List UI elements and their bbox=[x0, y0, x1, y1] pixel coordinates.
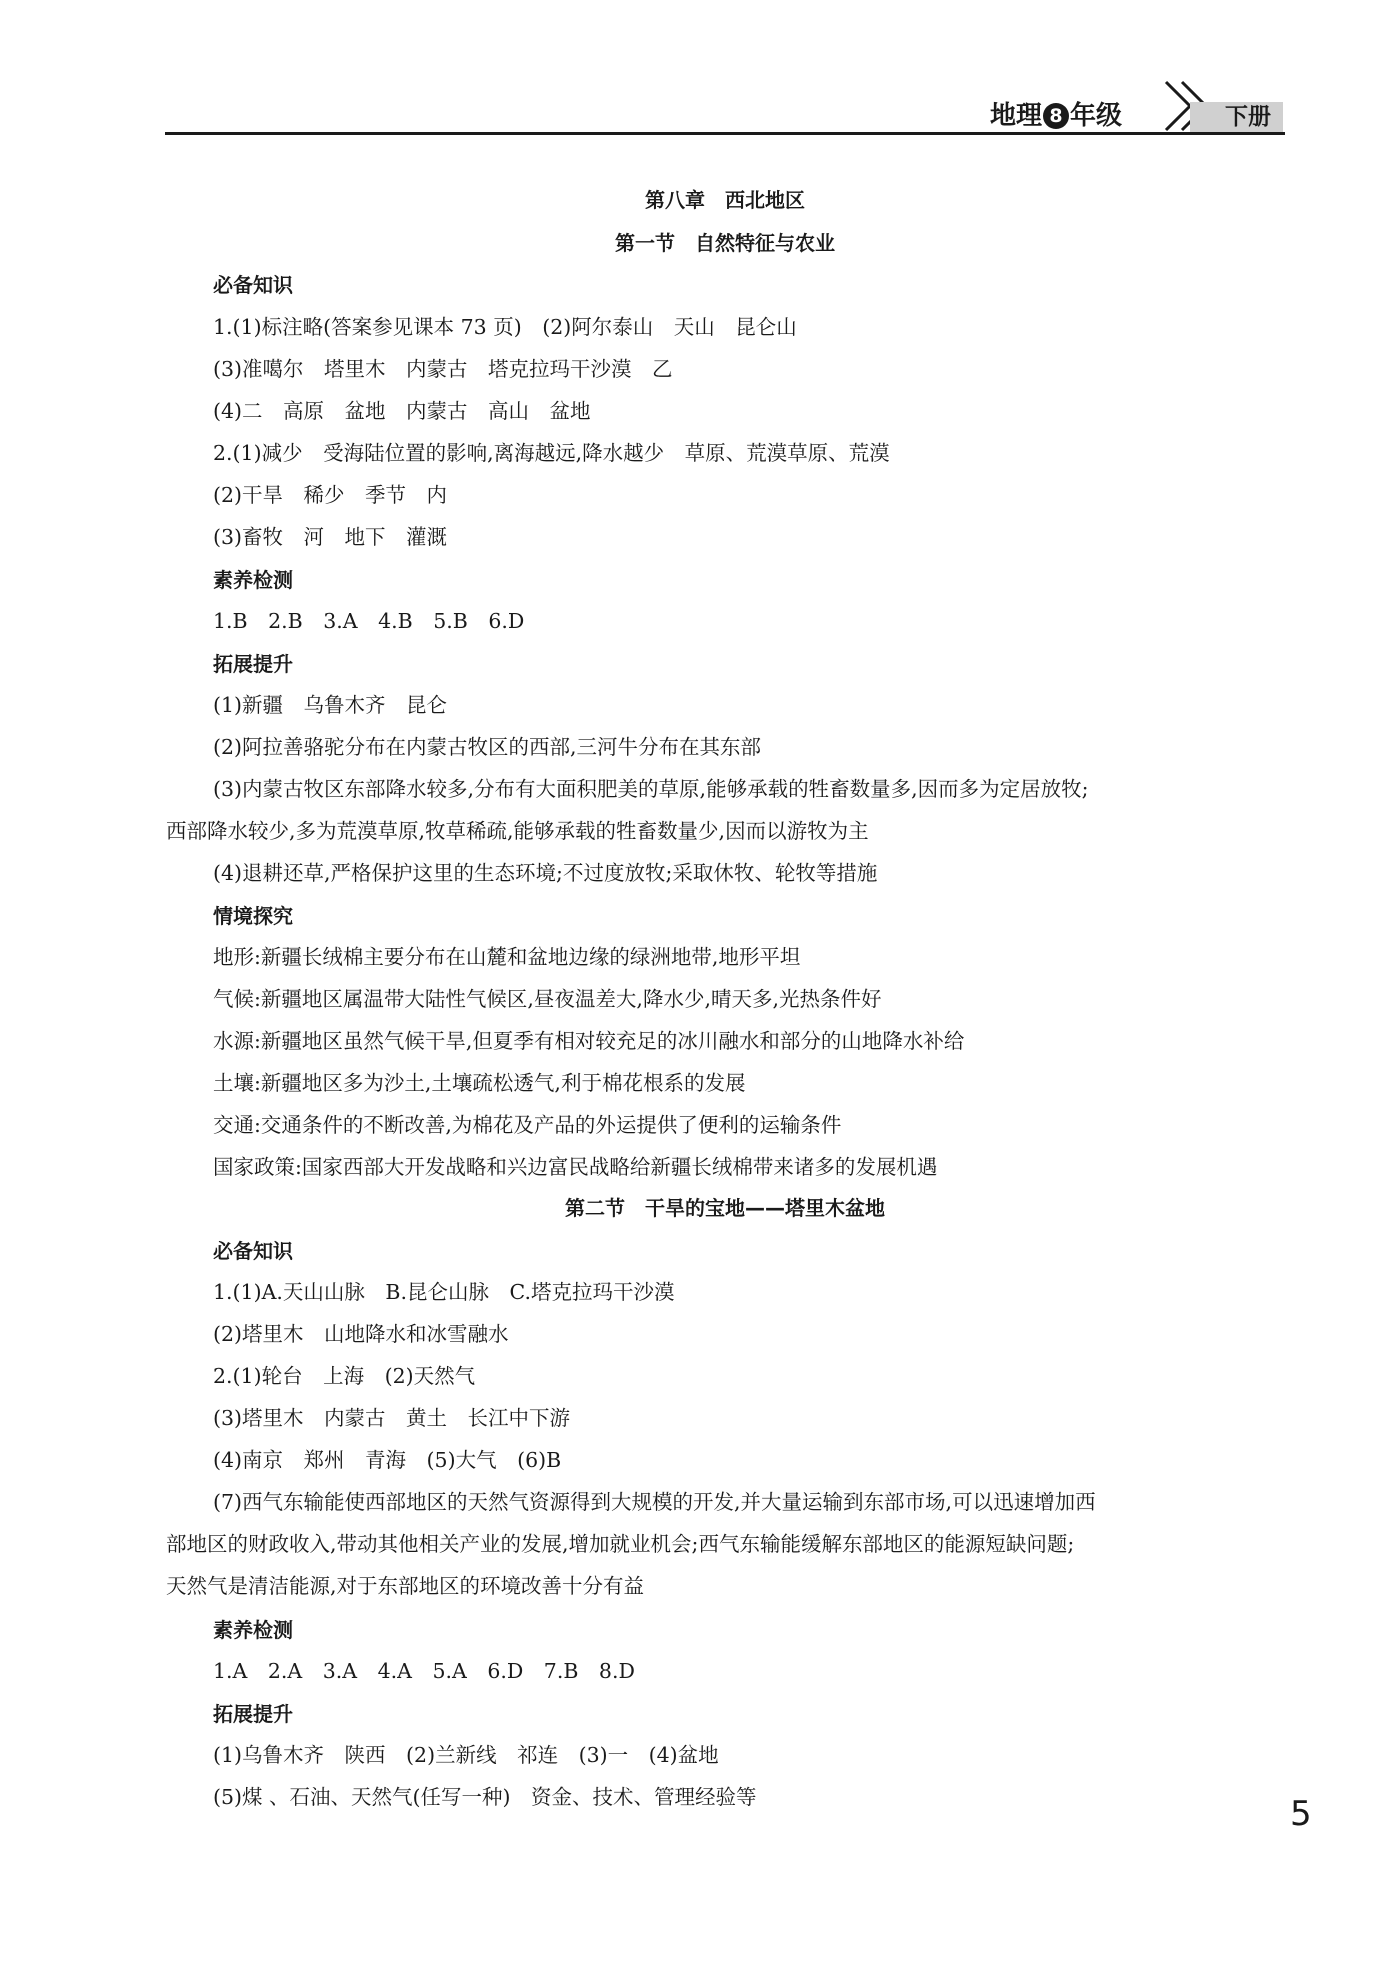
answer-line: 国家政策:国家西部大开发战略和兴边富民战略给新疆长绒棉带来诸多的发展机遇 bbox=[213, 1155, 938, 1179]
answer-line: 水源:新疆地区虽然气候干旱,但夏季有相对较充足的冰川融水和部分的山地降水补给 bbox=[213, 1029, 965, 1053]
answer-line: (3)准噶尔 塔里木 内蒙古 塔克拉玛干沙漠 乙 bbox=[213, 357, 673, 381]
answer-line: 1.B 2.B 3.A 4.B 5.B 6.D bbox=[213, 609, 525, 633]
answer-line: 1.(1)标注略(答案参见课本 73 页) (2)阿尔泰山 天山 昆仑山 bbox=[213, 315, 797, 339]
header-grade-suffix: 年级 bbox=[1070, 101, 1123, 131]
answer-line: (1)乌鲁木齐 陕西 (2)兰新线 祁连 (3)一 (4)盆地 bbox=[213, 1743, 719, 1767]
block-heading: 素养检测 bbox=[213, 1618, 293, 1642]
block-heading: 拓展提升 bbox=[213, 652, 293, 676]
answer-line: 1.A 2.A 3.A 4.A 5.A 6.D 7.B 8.D bbox=[213, 1659, 635, 1683]
block-heading: 拓展提升 bbox=[213, 1702, 293, 1726]
volume-tab: 下册 bbox=[1190, 102, 1283, 132]
answer-line: 气候:新疆地区属温带大陆性气候区,昼夜温差大,降水少,晴天多,光热条件好 bbox=[213, 987, 882, 1011]
answer-line: (3)畜牧 河 地下 灌溉 bbox=[213, 525, 448, 549]
block-heading: 素养检测 bbox=[213, 568, 293, 592]
page-number: 5 bbox=[1290, 1794, 1312, 1834]
answer-line: (4)退耕还草,严格保护这里的生态环境;不过度放牧;采取休牧、轮牧等措施 bbox=[213, 861, 878, 885]
answer-line: 1.(1)A.天山山脉 B.昆仑山脉 C.塔克拉玛干沙漠 bbox=[213, 1280, 675, 1304]
answer-line: 2.(1)轮台 上海 (2)天然气 bbox=[213, 1364, 476, 1388]
answer-line: 西部降水较少,多为荒漠草原,牧草稀疏,能够承载的牲畜数量少,因而以游牧为主 bbox=[166, 819, 869, 843]
answer-line: (2)塔里木 山地降水和冰雪融水 bbox=[213, 1322, 509, 1346]
answer-line: (7)西气东输能使西部地区的天然气资源得到大规模的开发,并大量运输到东部市场,可以迅速增加西 bbox=[213, 1490, 1096, 1514]
answer-line: (2)干旱 稀少 季节 内 bbox=[213, 483, 448, 507]
answer-line: (4)南京 郑州 青海 (5)大气 (6)B bbox=[213, 1448, 562, 1472]
section-title: 第二节 干旱的宝地——塔里木盆地 bbox=[565, 1196, 885, 1220]
answer-line: 天然气是清洁能源,对于东部地区的环境改善十分有益 bbox=[166, 1574, 645, 1598]
answer-line: (3)塔里木 内蒙古 黄土 长江中下游 bbox=[213, 1406, 571, 1430]
answer-line: 2.(1)减少 受海陆位置的影响,离海越远,降水越少 草原、荒漠草原、荒漠 bbox=[213, 441, 890, 465]
block-heading: 必备知识 bbox=[213, 1239, 293, 1263]
answer-line: 土壤:新疆地区多为沙土,土壤疏松透气,利于棉花根系的发展 bbox=[213, 1071, 746, 1095]
answer-line: (5)煤 、石油、天然气(任写一种) 资金、技术、管理经验等 bbox=[213, 1785, 757, 1809]
answer-line: (2)阿拉善骆驼分布在内蒙古牧区的西部,三河牛分布在其东部 bbox=[213, 735, 762, 759]
answer-line: (3)内蒙古牧区东部降水较多,分布有大面积肥美的草原,能够承载的牲畜数量多,因而多为定居放牧; bbox=[213, 777, 1089, 801]
grade-number-badge: 8 bbox=[1043, 103, 1069, 129]
header-subject-grade bbox=[990, 101, 1122, 131]
header-rule bbox=[165, 132, 1285, 135]
answer-line: 交通:交通条件的不断改善,为棉花及产品的外运提供了便利的运输条件 bbox=[213, 1113, 842, 1137]
answer-line: 地形:新疆长绒棉主要分布在山麓和盆地边缘的绿洲地带,地形平坦 bbox=[213, 945, 801, 969]
header-subject: 地理 bbox=[990, 101, 1043, 131]
block-heading: 必备知识 bbox=[213, 273, 293, 297]
section-title: 第一节 自然特征与农业 bbox=[615, 231, 835, 255]
answer-line: (1)新疆 乌鲁木齐 昆仑 bbox=[213, 693, 448, 717]
answer-line: 部地区的财政收入,带动其他相关产业的发展,增加就业机会;西气东输能缓解东部地区的能源短缺问题; bbox=[166, 1532, 1075, 1556]
answer-line: (4)二 高原 盆地 内蒙古 高山 盆地 bbox=[213, 399, 591, 423]
chapter-title: 第八章 西北地区 bbox=[645, 188, 805, 212]
block-heading: 情境探究 bbox=[213, 904, 293, 928]
